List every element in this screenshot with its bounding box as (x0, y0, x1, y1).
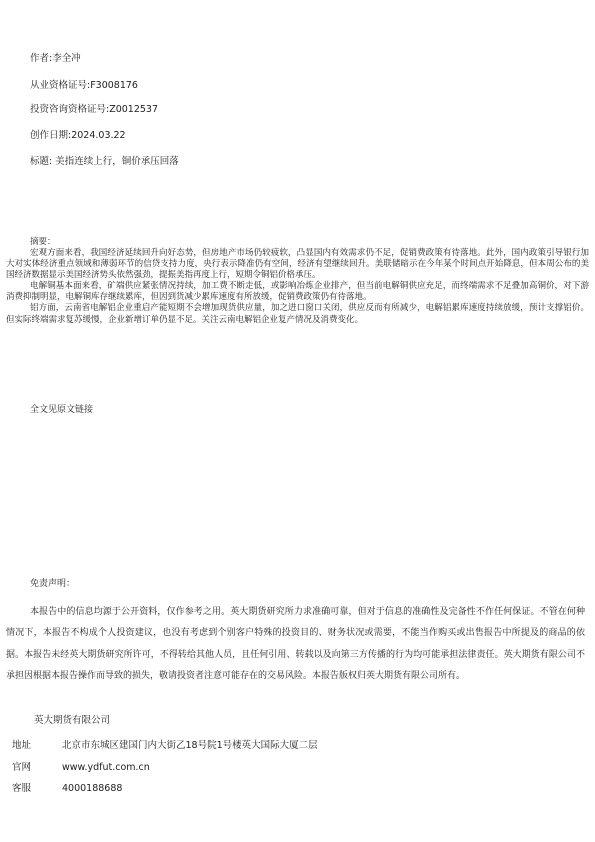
website-label: 官网 (12, 762, 32, 773)
summary-body (6, 248, 589, 326)
author: 作者:李全冲 (30, 53, 81, 64)
summary-heading: 摘要： (30, 237, 56, 247)
website-row (12, 762, 150, 774)
summary-paragraph-copper: 电解铜基本面来看，矿端供应紧张情况持续，加工费不断走低，或影响冶炼企业排产，但当前电解铜供应充足，而终端需求不足叠加高铜价，对下游消费抑制明显，电解铜库存继续累库，但因到货减少累库速度有所放缓，促销费政策仍有待落地。 (6, 281, 589, 303)
address-value: 北京市东城区建国门内大街乙18号院1号楼英大国际大厦二层 (62, 740, 318, 751)
company-name: 英大期货有限公司 (34, 715, 111, 726)
full-text-link[interactable]: 全文见原文链接 (30, 405, 94, 415)
qualification-number: 从业资格证号:F3008176 (30, 80, 138, 91)
disclaimer-text: 本报告中的信息均源于公开资料，仅作参考之用。英大期货研究所力求准确可靠，但对于信息的准确性及完备性不作任何保证。不管在何种情况下，本报告不构成个人投资建议，也没有考虑到个别客户特殊的投资目的、财务状况或需要，不能当作购买或出售报告中所提及的商品的依据。本报告未经英大期货研究所许可，不得转给其他人员，且任何引用、转载以及向第三方传播的行为均可能承担法律责任。英大期货有限公司不承担因根据本报告操作而导致的损失，敬请投资者注意可能存在的交易风险。本报告版权归英大期货有限公司所有。 (6, 607, 585, 681)
address-label: 地址 (12, 740, 32, 751)
investment-consulting-number: 投资咨询资格证号:Z0012537 (30, 104, 159, 115)
report-title: 标题: 美指连续上行，铜价承压回落 (30, 156, 179, 167)
service-phone: 4000188688 (62, 783, 123, 794)
summary-paragraph-macro: 宏观方面来看，我国经济延续回升向好态势，但房地产市场仍较疲软，凸显国内有效需求仍不足，促销费政策有待落地。此外，国内政策引导银行加大对实体经济重点领域和薄弱环节的信贷支持力度，央行表示降准仍有空间，经济有望继续回升。美联储暗示在今年某个时间点开始降息，但本周公布的美国经济数据显示美国经济势头依然强劲，提振美指再度上行，短期令铜铝价格承压。 (6, 248, 589, 281)
summary-paragraph-aluminum: 铝方面，云南省电解铝企业重启产能短期不会增加现货供应量，加之进口窗口关闭，供应反而有所减少，电解铝累库速度持续放缓，预计支撑铝价。但实际终端需求复苏缓慢，企业新增订单仍显不足。关注云南电解铝企业复产情况及消费变化。 (6, 303, 589, 325)
website-link[interactable]: www.ydfut.com.cn (62, 762, 150, 773)
service-row (12, 783, 122, 795)
creation-date: 创作日期:2024.03.22 (30, 130, 126, 141)
address-row (12, 740, 318, 752)
disclaimer-heading: 免责声明： (30, 579, 76, 589)
service-label: 客服 (12, 783, 32, 794)
